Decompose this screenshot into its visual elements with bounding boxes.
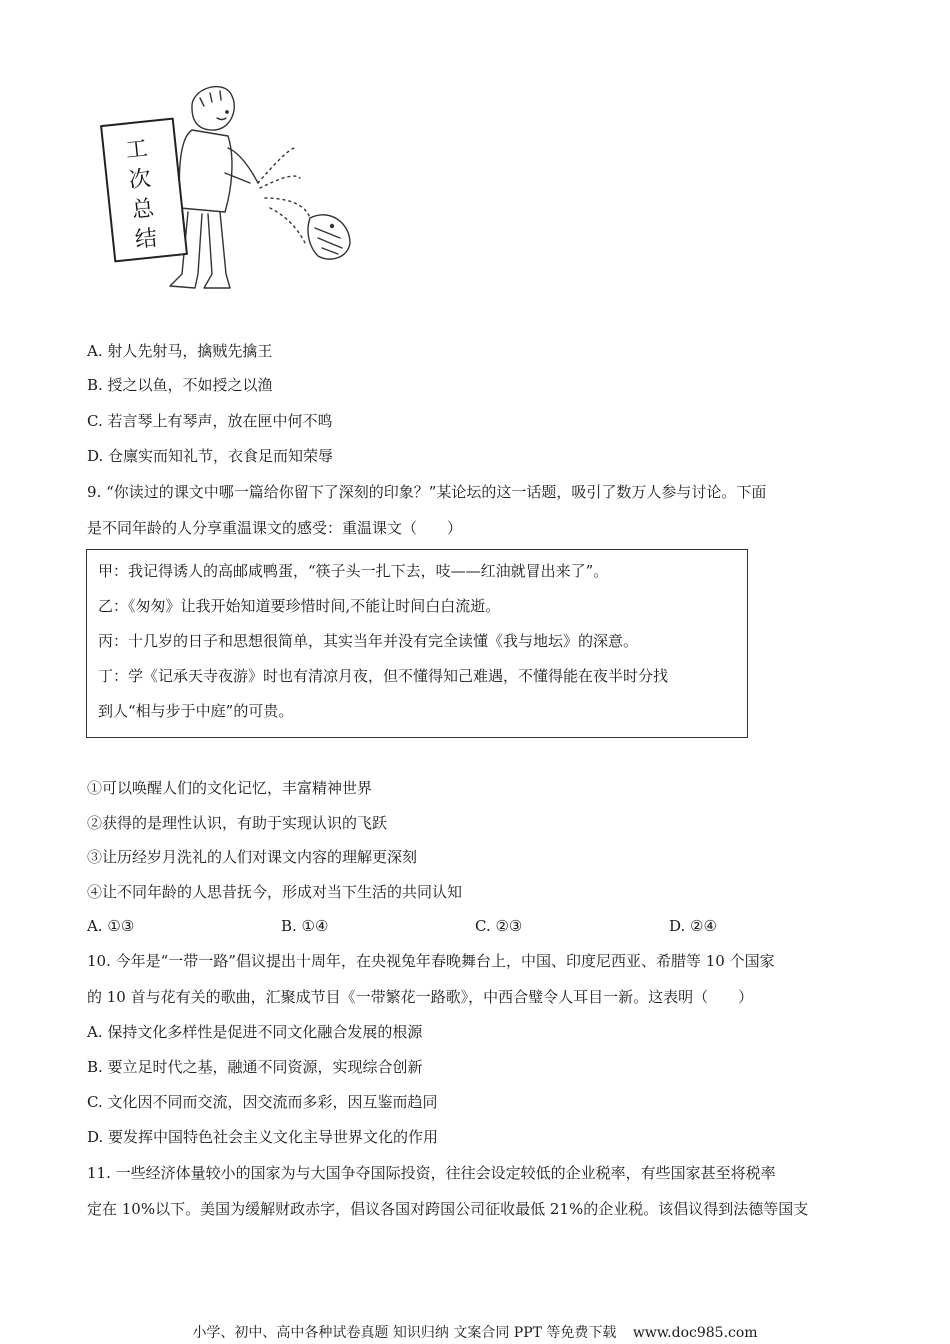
q8-option-a[interactable]: A. 射人先射马，擒贼先擒王: [87, 342, 273, 360]
q10-option-c[interactable]: C. 文化因不同而交流，因交流而多彩，因互鉴而趋同: [87, 1093, 438, 1111]
q10-stem-line-1: 10. 今年是“一带一路”倡议提出十周年，在央视兔年春晚舞台上，中国、印度尼西亚、希腊等 10 个国家: [87, 952, 775, 970]
cartoon-illustration: [100, 78, 362, 310]
q11-stem-line-2: 定在 10%以下。美国为缓解财政赤字，倡议各国对跨国公司征收最低 21%的企业税。该倡议得到法德等国支: [87, 1200, 809, 1218]
q9-statement-3: ③让历经岁月洗礼的人们对课文内容的理解更深刻: [87, 848, 418, 866]
q11-stem-line-1: 11. 一些经济体量较小的国家为与大国争夺国际投资，往往会设定较低的企业税率，有些国家甚至将税率: [87, 1164, 776, 1182]
footer-text: 小学、初中、高中各种试卷真题 知识归纳 文案合同 PPT 等免费下载: [192, 1325, 617, 1341]
q9-quote-yi: 乙：《匆匆》让我开始知道要珍惜时间,不能让时间白白流逝。: [98, 597, 501, 615]
q9-quote-jia: 甲：我记得诱人的高邮咸鸭蛋，“筷子头一扎下去，吱——红油就冒出来了”。: [98, 562, 609, 580]
q9-stem-line-2: 是不同年龄的人分享重温课文的感受：重温课文（ ）: [87, 519, 463, 537]
q9-quote-ding-cont: 到人“相与步于中庭”的可贵。: [98, 702, 294, 720]
q9-option-c[interactable]: C. ②③: [475, 917, 523, 935]
q9-option-a[interactable]: A. ①③: [87, 917, 135, 935]
q8-option-b[interactable]: B. 授之以鱼，不如授之以渔: [87, 376, 273, 394]
sign-char-3: 总: [130, 196, 156, 224]
sign-char-1: 工: [124, 136, 150, 164]
q9-statement-4: ④让不同年龄的人思昔抚今，形成对当下生活的共同认知: [87, 883, 463, 901]
q10-option-d[interactable]: D. 要发挥中国特色社会主义文化主导世界文化的作用: [87, 1128, 439, 1146]
q9-option-d[interactable]: D. ②④: [669, 917, 717, 935]
sign-char-2: 次: [127, 166, 153, 194]
q8-option-d[interactable]: D. 仓廪实而知礼节，衣食足而知荣辱: [87, 447, 334, 465]
q9-statement-2: ②获得的是理性认识，有助于实现认识的飞跃: [87, 814, 388, 832]
q9-quote-bing: 丙：十几岁的日子和思想很简单，其实当年并没有完全读懂《我与地坛》的深意。: [98, 632, 639, 650]
q9-stem-line-1: 9. “你读过的课文中哪一篇给你留下了深刻的印象？”某论坛的这一话题，吸引了数万人参与讨论。下面: [87, 483, 767, 501]
q9-quote-box: [86, 549, 748, 738]
q10-option-a[interactable]: A. 保持文化多样性是促进不同文化融合发展的根源: [87, 1023, 423, 1041]
q10-stem-line-2: 的 10 首与花有关的歌曲，汇聚成节目《一带繁花一路歌》，中西合璧令人耳目一新。这表明（ ）: [87, 988, 754, 1006]
q10-option-b[interactable]: B. 要立足时代之基，融通不同资源，实现综合创新: [87, 1058, 423, 1076]
q9-statement-1: ①可以唤醒人们的文化记忆，丰富精神世界: [87, 779, 373, 797]
footer-site-link[interactable]: www.doc985.com: [632, 1325, 758, 1341]
q8-option-c[interactable]: C. 若言琴上有琴声，放在匣中何不鸣: [87, 412, 333, 430]
sign-char-4: 结: [133, 225, 159, 254]
page-footer: [0, 1322, 950, 1342]
q9-option-b[interactable]: B. ①④: [281, 917, 329, 935]
q9-quote-ding: 丁：学《记承天寺夜游》时也有清凉月夜，但不懂得知己难遇，不懂得能在夜半时分找: [98, 667, 669, 685]
